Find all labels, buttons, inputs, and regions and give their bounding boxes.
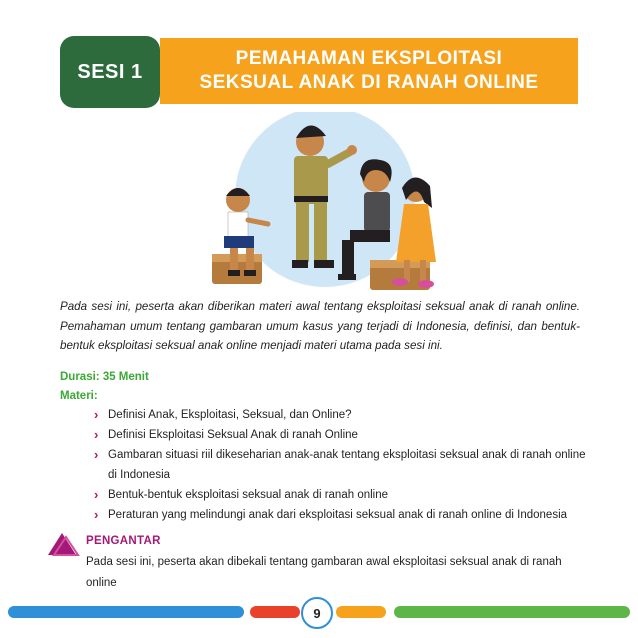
pengantar-text: Pada sesi ini, peserta akan dibekali tentang gambaran awal eksploitasi seksual anak di ranah online [86, 556, 562, 589]
list-item: › Gambaran situasi riil dikeseharian anak-anak tentang eksploitasi seksual anak di ranah online di Indonesia [94, 447, 586, 481]
list-item: › Bentuk-bentuk eksploitasi seksual anak di ranah online [94, 485, 594, 505]
footer-bar-green [394, 606, 630, 618]
list-item: › Peraturan yang melindungi anak dari eksploitasi seksual anak di ranah online di Indonesia [94, 505, 594, 525]
footer-bar-red [250, 606, 300, 618]
chevron-right-icon: › [94, 507, 99, 522]
materi-list [94, 405, 594, 525]
title-line-1: PEMAHAMAN EKSPLOITASI [235, 48, 503, 69]
triangle-icon [46, 531, 80, 557]
chevron-right-icon: › [94, 447, 99, 462]
list-item: › Definisi Anak, Eksploitasi, Seksual, dan Online? [94, 405, 594, 425]
chevron-right-icon: › [94, 427, 99, 442]
session-badge: SESI 1 [60, 36, 160, 108]
title-line-2: SEKSUAL ANAK DI RANAH ONLINE [199, 72, 539, 93]
pengantar-title: PENGANTAR [86, 535, 161, 547]
footer-bar-orange [336, 606, 386, 618]
list-item: › Definisi Eksploitasi Seksual Anak di ranah Online [94, 425, 594, 445]
page-number: 9 [301, 597, 333, 629]
chevron-right-icon: › [94, 487, 99, 502]
duration-label: Durasi: 35 Menit [60, 371, 149, 383]
discussion-illustration [200, 112, 460, 312]
chevron-right-icon: › [94, 407, 99, 422]
materi-heading: Materi: [60, 390, 98, 402]
footer-bar-blue [8, 606, 244, 618]
intro-paragraph: Pada sesi ini, peserta akan diberikan materi awal tentang eksploitasi seksual anak di ranah online. Pemahaman umum tentang gambaran umum kasus yang terjadi di Indonesia, definisi, dan bentuk-bentuk eksploitasi seksual anak online menjadi materi utama pada sesi ini. [60, 300, 580, 352]
page-title [160, 38, 578, 104]
